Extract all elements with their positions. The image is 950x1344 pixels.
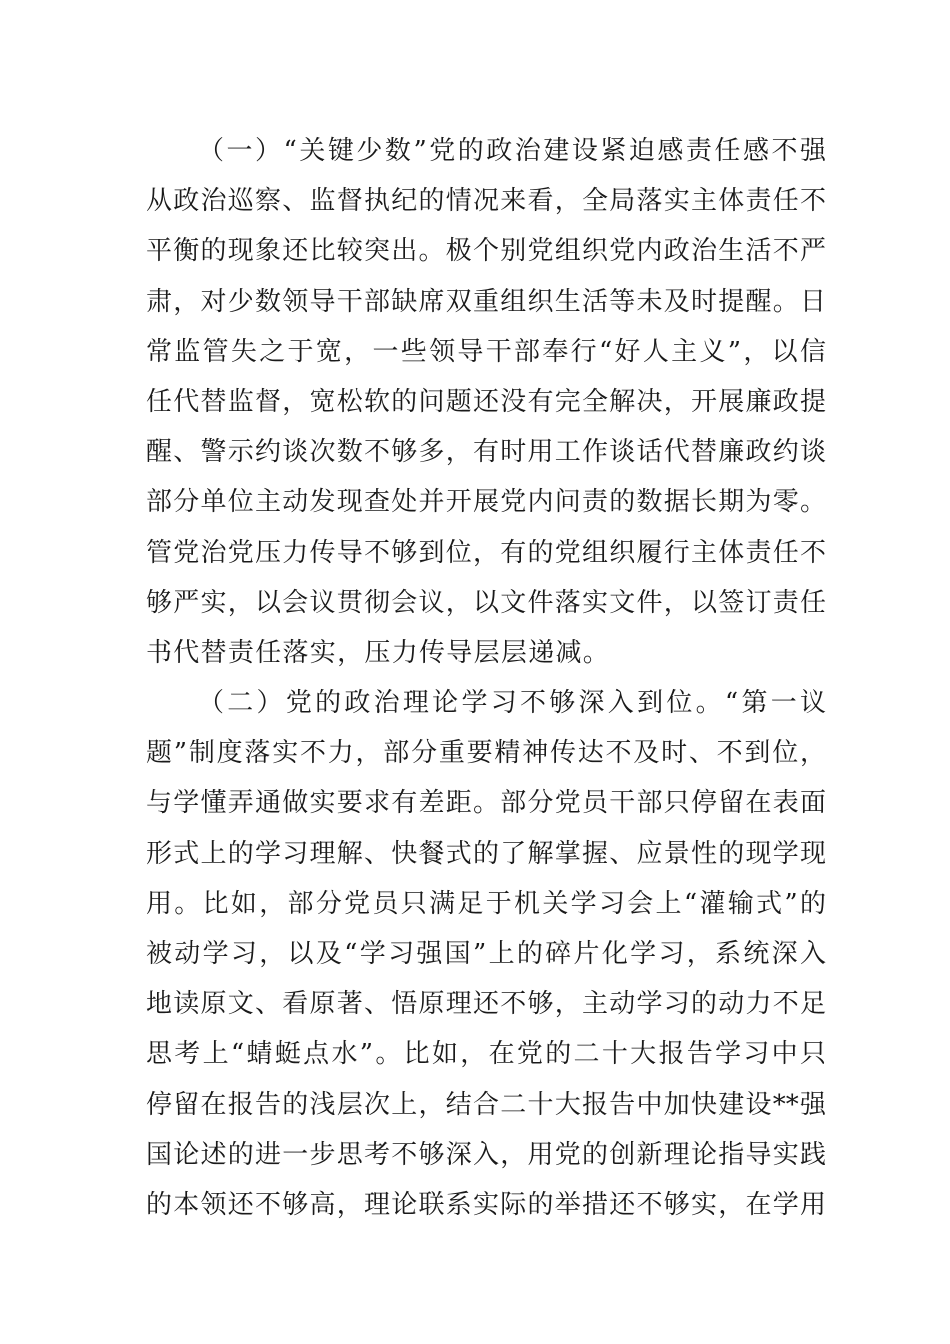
text-line: 平衡的现象还比较突出。极个别党组织党内政治生活不严 xyxy=(146,236,826,267)
text-line: 书代替责任落实，压力传导层层递减。 xyxy=(146,637,611,668)
text-line: 停留在报告的浅层次上，结合二十大报告中加快建设**强 xyxy=(146,1089,826,1120)
text-line: 够严实，以会议贯彻会议，以文件落实文件，以签订责任 xyxy=(146,587,826,618)
text-line: 形式上的学习理解、快餐式的了解掌握、应景性的现学现 xyxy=(146,838,826,869)
text-line: 从政治巡察、监督执纪的情况来看，全局落实主体责任不 xyxy=(146,186,826,217)
text-line: 地读原文、看原著、悟原理还不够，主动学习的动力不足 xyxy=(146,989,826,1020)
text-line: 思考上“蜻蜓点水”。比如，在党的二十大报告学习中只 xyxy=(146,1039,826,1070)
text-line: 国论述的进一步思考不够深入，用党的创新理论指导实践 xyxy=(146,1139,826,1170)
text-line: 管党治党压力传导不够到位，有的党组织履行主体责任不 xyxy=(146,537,826,568)
text-line: （二）党的政治理论学习不够深入到位。“第一议 xyxy=(198,688,826,719)
text-line: 用。比如，部分党员只满足于机关学习会上“灌输式”的 xyxy=(146,888,826,919)
text-line: （一）“关键少数”党的政治建设紧迫感责任感不强 xyxy=(198,136,826,166)
text-line: 的本领还不够高，理论联系实际的举措还不够实，在学用 xyxy=(146,1189,826,1220)
text-line: 醒、警示约谈次数不够多，有时用工作谈话代替廉政约谈 xyxy=(146,437,826,468)
text-line: 任代替监督，宽松软的问题还没有完全解决，开展廉政提 xyxy=(146,386,826,417)
document-body xyxy=(146,126,826,1230)
text-line: 部分单位主动发现查处并开展党内问责的数据长期为零。 xyxy=(146,487,826,518)
text-line: 常监管失之于宽，一些领导干部奉行“好人主义”，以信 xyxy=(146,336,826,367)
text-line: 与学懂弄通做实要求有差距。部分党员干部只停留在表面 xyxy=(146,788,826,819)
text-line: 肃，对少数领导干部缺席双重组织生活等未及时提醒。日 xyxy=(146,286,826,317)
text-line: 被动学习，以及“学习强国”上的碎片化学习，系统深入 xyxy=(146,939,826,969)
text-line: 题”制度落实不力，部分重要精神传达不及时、不到位， xyxy=(146,738,826,769)
